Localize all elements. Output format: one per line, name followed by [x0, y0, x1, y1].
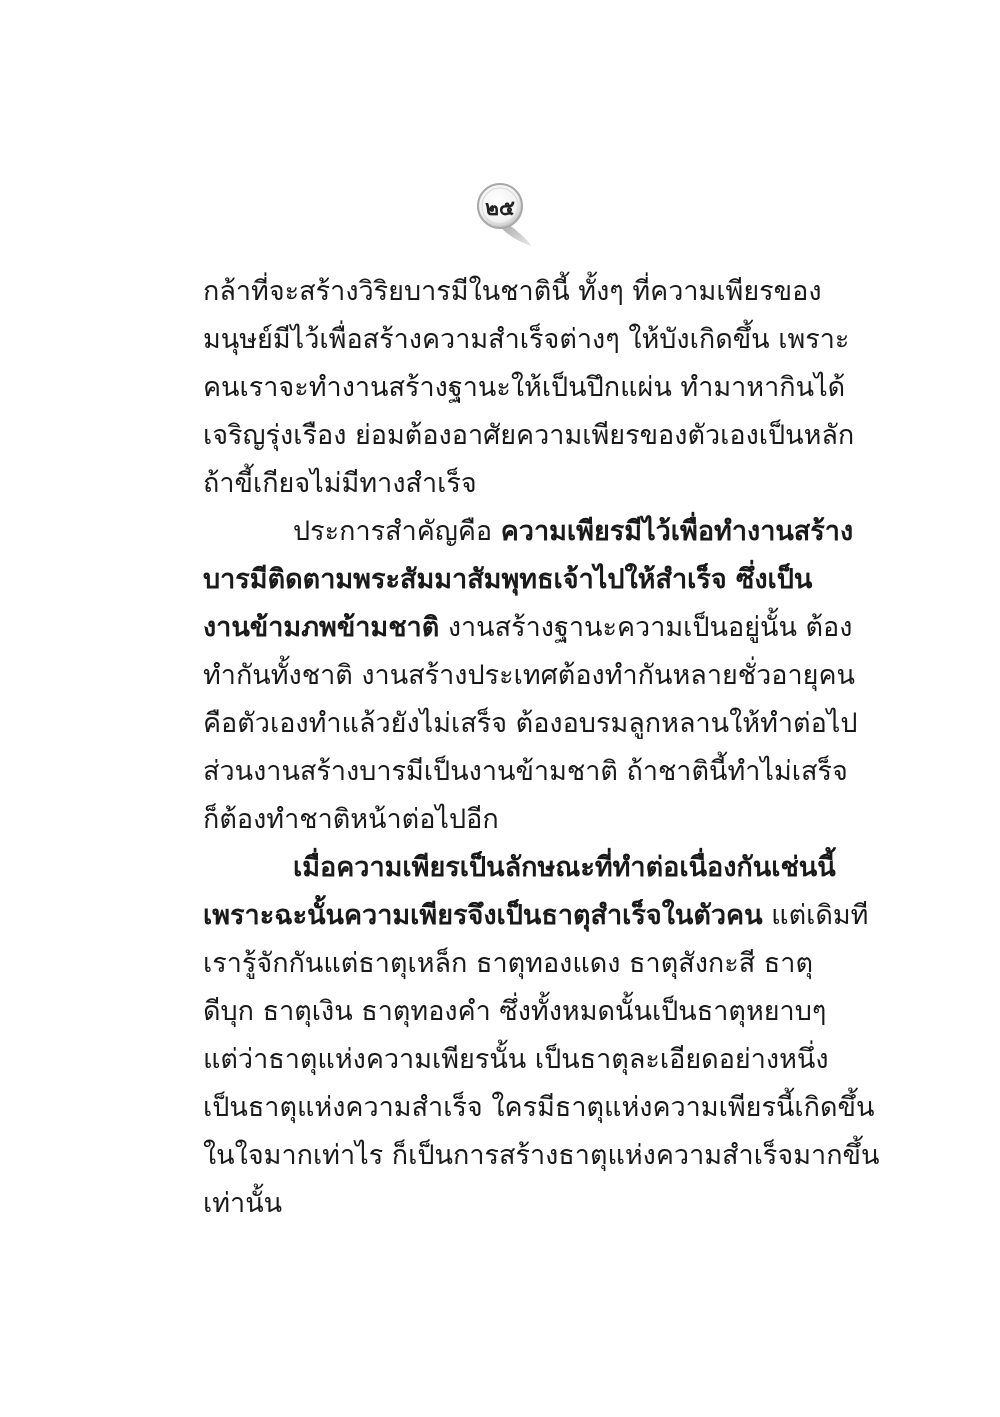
text-span: คนเราจะทำงานสร้างฐานะให้เป็นปึกแผ่น ทำมาหากินได้: [203, 372, 846, 403]
text-line: [203, 652, 856, 700]
text-span: เจริญรุ่งเรือง ย่อมต้องอาศัยความเพียรของตัวเองเป็นหลัก: [203, 420, 855, 451]
paragraph-2: [203, 508, 858, 844]
page-number-badge: [474, 180, 530, 248]
text-line: [203, 1036, 829, 1084]
text-span: เท่านั้น: [203, 1188, 283, 1219]
text-line: [203, 796, 795, 844]
text-line: [203, 316, 850, 364]
text-line: [203, 988, 827, 1036]
text-span: เป็นธาตุแห่งความสำเร็จ ใครมีธาตุแห่งความเพียรนี้เกิดขึ้น: [203, 1092, 875, 1123]
text-span: ดีบุก ธาตุเงิน ธาตุทองคำ ซึ่งทั้งหมดนั้นเป็นธาตุหยาบๆ: [203, 996, 827, 1027]
paragraph-1: [203, 268, 855, 508]
text-span: เรารู้จักกันแต่ธาตุเหล็ก ธาตุทองแดง ธาตุสังกะสี ธาตุ: [203, 948, 813, 979]
text-line: [203, 268, 822, 316]
text-span: ในใจมากเท่าไร ก็เป็นการสร้างธาตุแห่งความสำเร็จมากขึ้น: [203, 1140, 880, 1171]
text-line: [203, 412, 855, 460]
text-span: แต่เดิมที: [762, 900, 869, 931]
text-line: [203, 1084, 875, 1132]
paragraph-3: [203, 844, 880, 1228]
text-line: [203, 604, 853, 652]
bold-text-span: เมื่อความเพียรเป็นลักษณะที่ทำต่อเนื่องกันเช่นนี้: [293, 852, 836, 883]
text-span: ถ้าขี้เกียจไม่มีทางสำเร็จ: [203, 468, 477, 499]
text-span: งานสร้างฐานะความเป็นอยู่นั้น ต้อง: [439, 612, 853, 643]
text-line: [203, 364, 846, 412]
page-number: ๒๕: [485, 196, 515, 220]
body-text: [203, 268, 880, 1228]
bold-text-span: บารมีติดตามพระสัมมาสัมพุทธเจ้าไปให้สำเร็จ ซึ่งเป็น: [203, 564, 813, 595]
text-line: [203, 748, 848, 796]
text-span: แต่ว่าธาตุแห่งความเพียรนั้น เป็นธาตุละเอียดอย่างหนึ่ง: [203, 1044, 829, 1075]
text-span: มนุษย์มีไว้เพื่อสร้างความสำเร็จต่างๆ ให้บังเกิดขึ้น เพราะ: [203, 324, 850, 355]
text-line: [203, 700, 858, 748]
text-line: [203, 844, 836, 892]
text-line: [203, 940, 813, 988]
bold-text-span: ความเพียรมีไว้เพื่อทำงานสร้าง: [500, 516, 854, 547]
text-span: คือตัวเองทำแล้วยังไม่เสร็จ ต้องอบรมลูกหลานให้ทำต่อไป: [203, 708, 858, 739]
text-span: กล้าที่จะสร้างวิริยบารมีในชาตินี้ ทั้งๆ ที่ความเพียรของ: [203, 276, 822, 307]
text-line: [203, 1132, 880, 1180]
text-span: ทำกันทั้งชาติ งานสร้างประเทศต้องทำกันหลายชั่วอายุคน: [203, 660, 856, 691]
bold-text-span: งานข้ามภพข้ามชาติ: [203, 612, 440, 643]
text-line: [203, 1180, 795, 1228]
text-line: [203, 508, 854, 556]
bold-text-span: เพราะฉะนั้นความเพียรจึงเป็นธาตุสำเร็จในตัวคน: [203, 900, 763, 931]
text-line: [203, 460, 795, 508]
text-span: ก็ต้องทำชาติหน้าต่อไปอีก: [203, 804, 499, 835]
text-span: ประการสำคัญคือ: [293, 516, 501, 547]
text-span: ส่วนงานสร้างบารมีเป็นงานข้ามชาติ ถ้าชาตินี้ทำไม่เสร็จ: [203, 756, 848, 787]
text-line: [203, 892, 869, 940]
text-line: [203, 556, 813, 604]
